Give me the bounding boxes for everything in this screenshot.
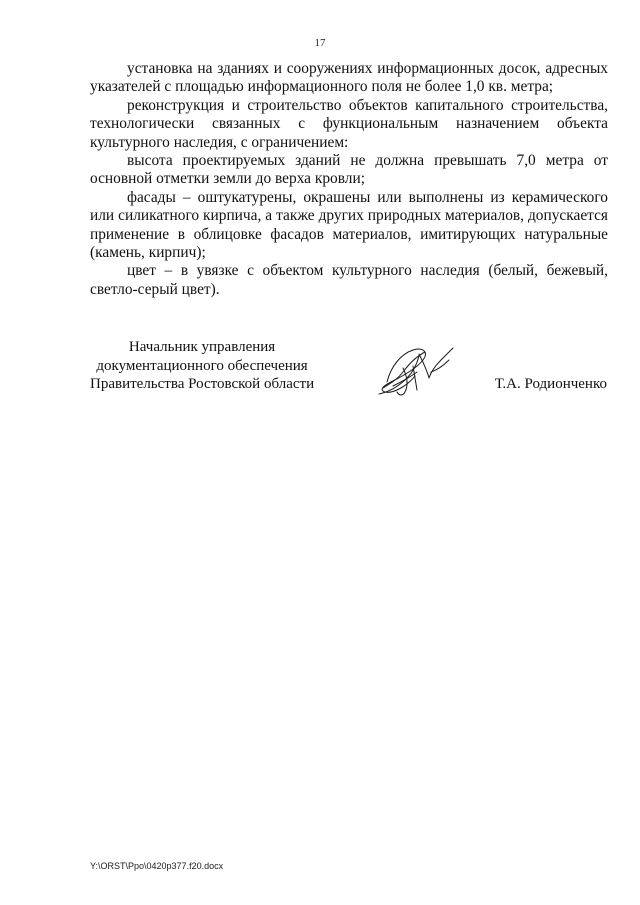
file-path-footer: Y:\ORST\Ppo\0420p377.f20.docx	[90, 861, 224, 871]
paragraph-reconstruction: реконструкция и строительство объектов капитального строительства, технологически связанных с функциональным назначением объекта культурного наследия, с ограничением:	[90, 96, 608, 151]
paragraph-color: цвет – в увязке с объектом культурного наследия (белый, бежевый, светло-серый цвет).	[90, 262, 608, 298]
handwritten-signature	[373, 342, 455, 400]
signature-block	[90, 338, 610, 408]
paragraph-info-boards: установка на зданиях и сооружениях информационных досок, адресных указателей с площадью информационного поля не более 1,0 кв. метра;	[90, 60, 608, 96]
signer-position-line: Начальник управления	[128, 339, 276, 355]
paragraph-facades: фасады – оштукатурены, окрашены или выполнены из керамического или силикатного кирпича, а также других природных материалов, допускается применение в облицовке фасадов материалов, имитирующих натуральные (камень, кирпич);	[90, 188, 608, 262]
page-number: 17	[314, 37, 326, 49]
document-body	[90, 60, 608, 299]
signer-position-line: документационного обеспечения	[96, 357, 308, 374]
signer-position	[90, 338, 314, 394]
signer-position-line: Правительства Ростовской области	[90, 376, 315, 392]
paragraph-height-limit: высота проектируемых зданий не должна превышать 7,0 метра от основной отметки земли до верха кровли;	[90, 152, 608, 188]
signer-name: Т.А. Родионченко	[494, 376, 607, 392]
